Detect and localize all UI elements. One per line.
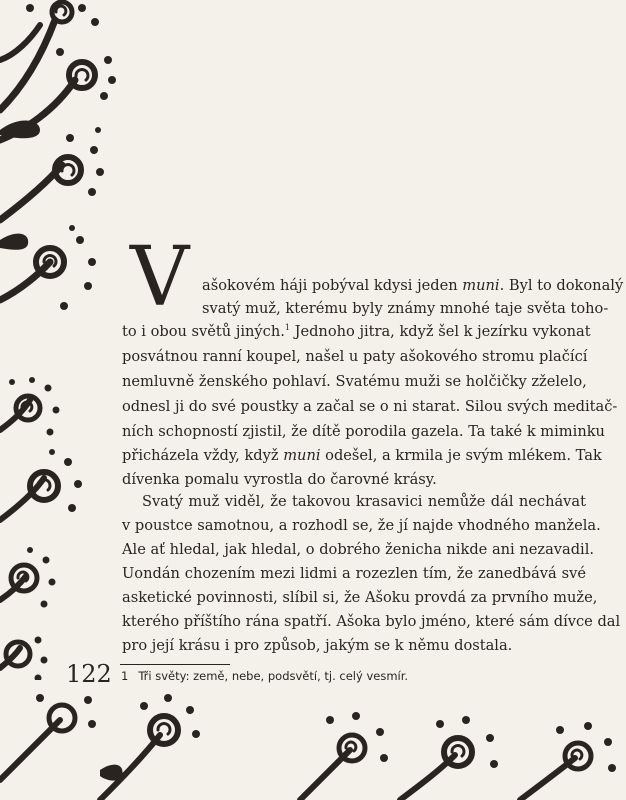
paragraph-2-line-3: Ale ať hledal, jak hledal, o dobrého ženicha nikde ani nezavadil. (122, 541, 595, 558)
paragraph-1-line-6: odnesl ji do své poustky a začal se o ni starat. Silou svých meditač- (122, 398, 618, 415)
paragraph-2-line-2: v poustce samotnou, a rozhodl se, že jí najde vhodného manžela. (122, 517, 601, 534)
footnote-text: Tři světy: země, nebe, podsvětí, tj. celý vesmír. (138, 669, 409, 683)
floral-vine-bottom-icon (0, 680, 626, 800)
floral-vine-icon (0, 0, 120, 680)
paragraph-2-line-7: pro její krásu i pro způsob, jakým se k němu dostala. (122, 637, 513, 654)
footnote-divider (120, 664, 230, 665)
paragraph-2-line-1: Svatý muž viděl, že takovou krasavici nemůže dál nechávat (142, 493, 586, 510)
paragraph-2-line-4: Uondán chozením mezi lidmi a rozezlen tím, že zanedbává své (122, 565, 586, 582)
paragraph-1-line-2: svatý muž, kterému byly známy mnohé taje světa toho- (202, 300, 609, 317)
paragraph-1-line-8: přicházela vždy, když muni odešel, a krmila je svým mlékem. Tak (122, 447, 602, 464)
paragraph-1-line-4: posvátnou ranní koupel, našel u paty ašokového stromu plačící (122, 348, 588, 365)
drop-cap: V (130, 230, 190, 325)
page-number: 122 (66, 660, 112, 688)
footnote (121, 668, 408, 684)
paragraph-1-line-5: nemluvně ženského pohlaví. Svatému muži se holčičky zželelo, (122, 373, 587, 390)
paragraph-1-line-9: dívenka pomalu vyrostla do čarovné krásy. (122, 471, 437, 488)
paragraph-1-line-3: to i obou světů jiných.$^1$ Jednoho jitra, když šel k jezírku vykonat (122, 323, 591, 340)
footnote-number: 1 (121, 669, 129, 683)
paragraph-1-line-1: ašokovém háji pobýval kdysi jeden muni. Byl to dokonalý (202, 277, 624, 294)
paragraph-2-line-5: asketické povinnosti, slíbil si, že Ašoku provdá za prvního muže, (122, 589, 598, 606)
paragraph-2-line-6: kterého příštího rána spatří. Ašoka bylo jméno, které sám dívce dal (122, 613, 621, 630)
paragraph-1-line-7: ních schopností zjistil, že dítě porodila gazela. Ta také k miminku (122, 423, 605, 440)
